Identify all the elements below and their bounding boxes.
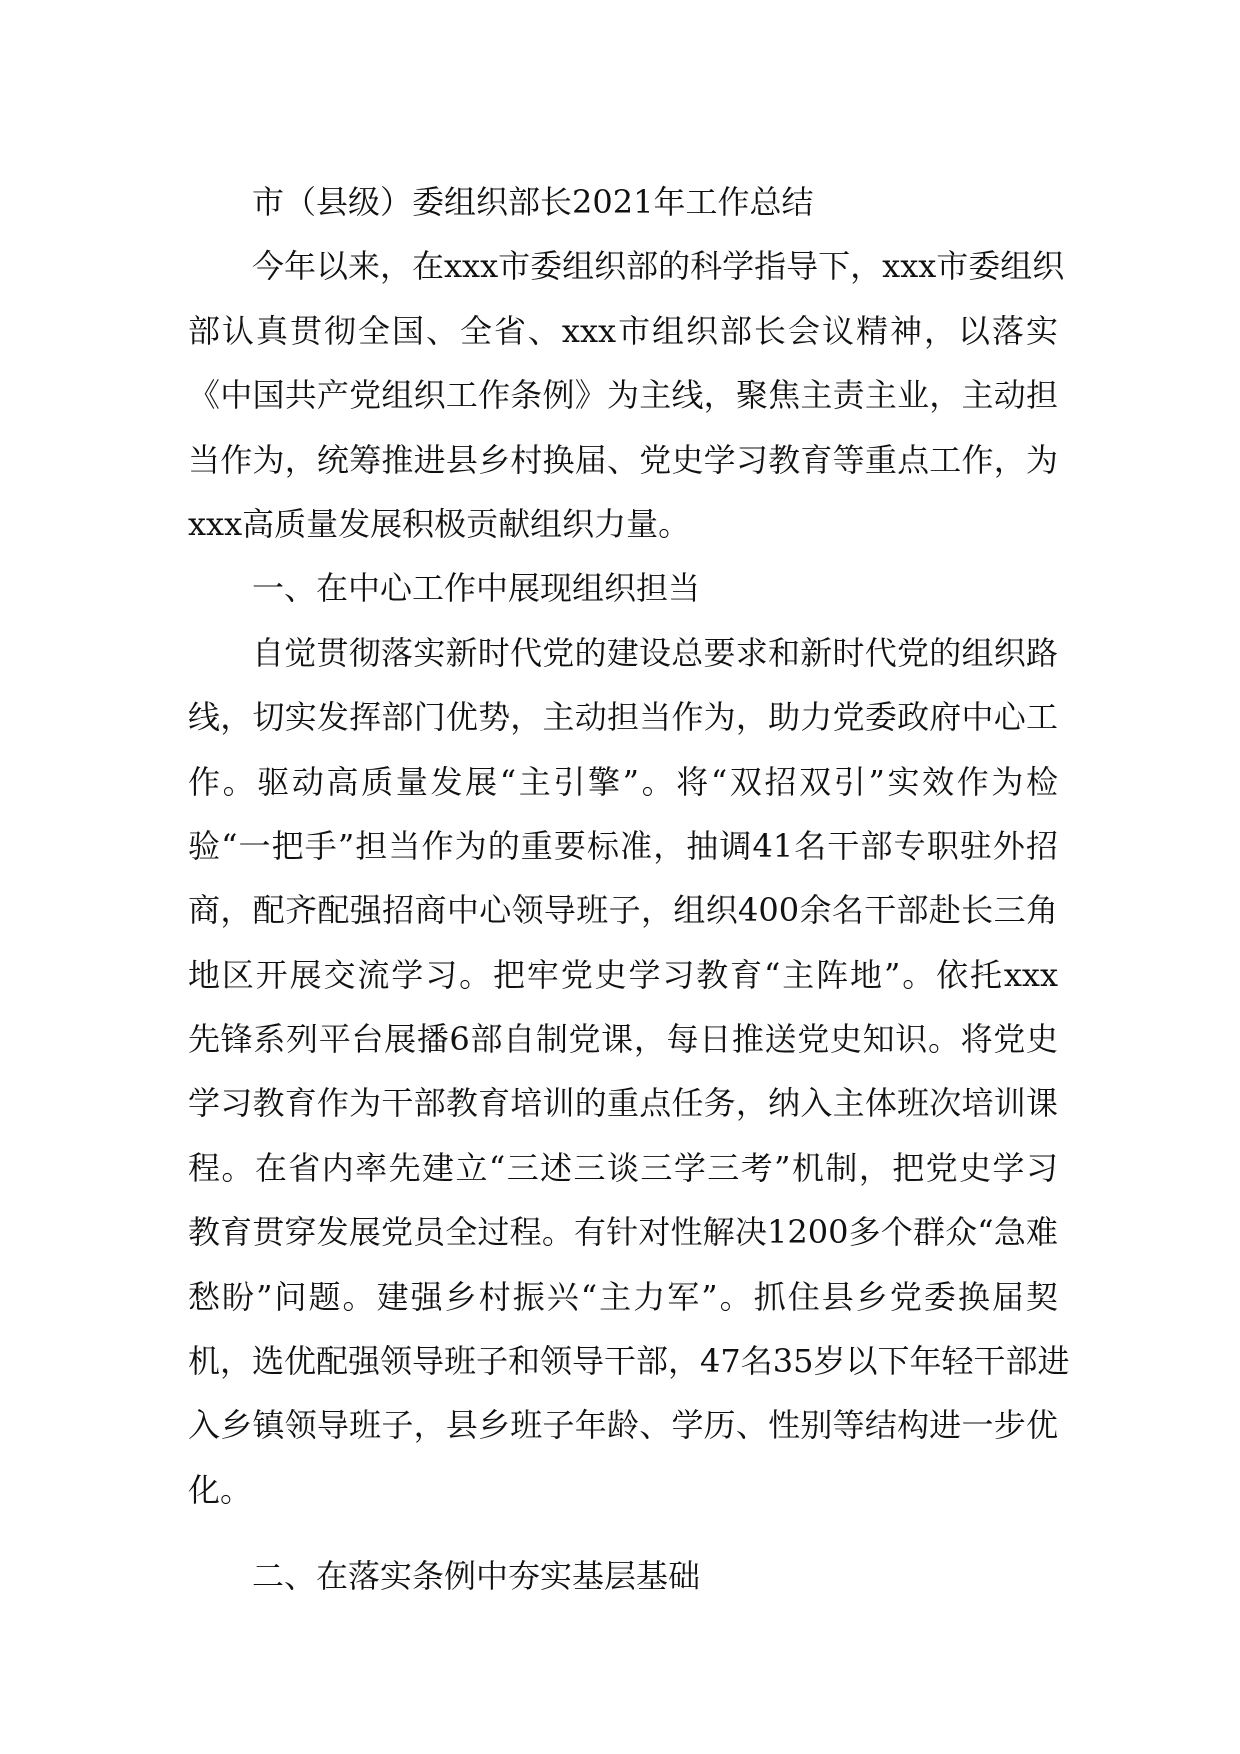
paragraph-line: 今年以来，在xxx市委组织部的科学指导下，xxx市委组织 <box>252 247 1065 286</box>
paragraph-line: 线，切实发挥部门优势，主动担当作为，助力党委政府中心工 <box>188 698 1058 737</box>
paragraph-line: 《中国共产党组织工作条例》为主线，聚焦主责主业，主动担 <box>188 376 1058 415</box>
document-title: 市（县级）委组织部长2021年工作总结 <box>252 183 814 221</box>
paragraph-line: 化。 <box>188 1470 253 1509</box>
paragraph-line: 机，选优配强领导班子和领导干部，47名35岁以下年轻干部进 <box>188 1342 1070 1381</box>
paragraph-line: 入乡镇领导班子，县乡班子年龄、学历、性别等结构进一步优 <box>188 1406 1058 1445</box>
paragraph-line: 程。在省内率先建立“三述三谈三学三考”机制，把党史学习 <box>188 1148 1058 1187</box>
paragraph-line: 商，配齐配强招商中心领导班子，组织400余名干部赴长三角 <box>188 891 1058 930</box>
paragraph-line: 教育贯穿发展党员全过程。有针对性解决1200多个群众“急难 <box>188 1213 1058 1252</box>
paragraph-line: 自觉贯彻落实新时代党的建设总要求和新时代党的组织路 <box>252 633 1058 672</box>
section-heading-1: 一、在中心工作中展现组织担当 <box>252 569 701 608</box>
paragraph-line: xxx高质量发展积极贡献组织力量。 <box>188 504 691 543</box>
document-body <box>188 170 1070 1609</box>
paragraph-line: 地区开展交流学习。把牢党史学习教育“主阵地”。依托xxx <box>188 955 1058 994</box>
section1-paragraph <box>188 621 1070 1522</box>
paragraph-line: 作。驱动高质量发展“主引擎”。将“双招双引”实效作为检 <box>188 762 1058 801</box>
paragraph-line: 先锋系列平台展播6部自制党课，每日推送党史知识。将党史 <box>188 1020 1058 1059</box>
paragraph-line: 验“一把手”担当作为的重要标准，抽调41名干部专职驻外招 <box>188 826 1058 865</box>
paragraph-line: 学习教育作为干部教育培训的重点任务，纳入主体班次培训课 <box>188 1084 1058 1123</box>
intro-paragraph <box>188 234 1065 556</box>
paragraph-line: 部认真贯彻全国、全省、xxx市组织部长会议精神，以落实 <box>188 311 1058 350</box>
paragraph-line: 当作为，统筹推进县乡村换届、党史学习教育等重点工作，为 <box>188 440 1058 479</box>
section-heading-2: 二、在落实条例中夯实基层基础 <box>252 1557 701 1596</box>
paragraph-line: 愁盼”问题。建强乡村振兴“主力军”。抓住县乡党委换届契 <box>188 1277 1058 1316</box>
paragraph-spacer <box>188 1522 1058 1544</box>
